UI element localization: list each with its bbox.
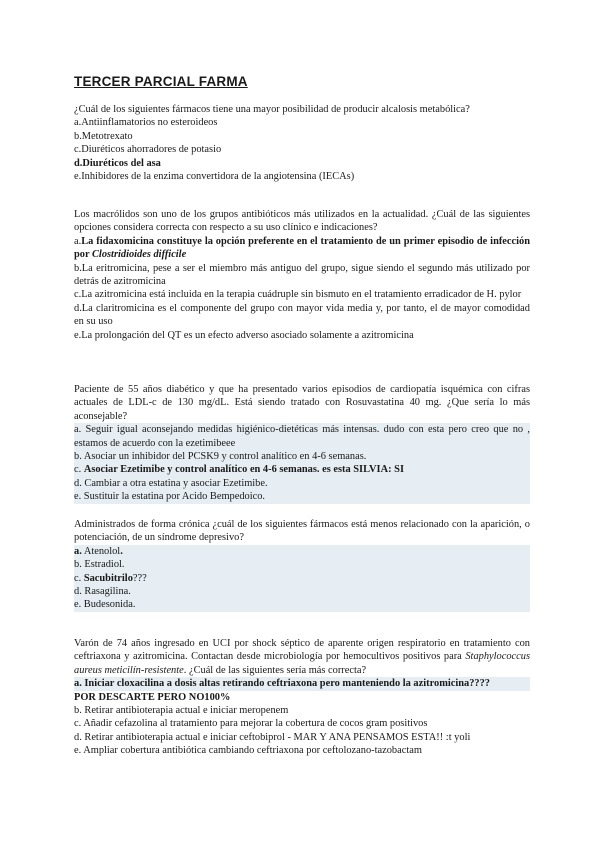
question-2-stem: Los macrólidos son uno de los grupos antibióticos más utilizados en la actualidad. ¿Cuál de las siguientes opciones considera correcta con respecto a su uso clínico e indicaciones?	[74, 209, 530, 234]
q4-option-c	[74, 572, 530, 585]
question-1	[74, 103, 530, 183]
q1-option-b: b.Metotrexato	[74, 130, 133, 142]
page-title: TERCER PARCIAL FARMA	[74, 74, 248, 89]
q1-option-a: a.Antiinflamatorios no esteroideos	[74, 117, 218, 129]
q5-option-e: e. Ampliar cobertura antibiótica cambiando ceftriaxona por ceftolozano-tazobactam	[74, 745, 422, 757]
q2-option-a	[74, 235, 530, 262]
q2-option-a-prefix: a.	[74, 235, 82, 247]
q5-option-a: a. Iniciar cloxacilina a dosis altas retirando ceftriaxona pero manteniendo la azitromicina????	[74, 677, 530, 690]
question-1-stem: ¿Cuál de los siguientes fármacos tiene una mayor posibilidad de producir alcalosis metabólica?	[74, 104, 470, 115]
question-5-stem-end: . ¿Cuál de las siguientes sería más correcta?	[183, 664, 367, 676]
q2-option-a-text: La fidaxomicina constituye la opción preferente en el tratamiento de un primer episodio de infección por	[74, 235, 530, 261]
q3-option-c-prefix: c.	[74, 464, 84, 476]
q3-option-d: d. Cambiar a otra estatina y asociar Ezetimibe.	[74, 477, 530, 490]
q4-option-b: b. Estradiol.	[74, 558, 530, 571]
q4-option-a-suffix: .	[120, 545, 123, 557]
question-5-stem-start: Varón de 74 años ingresado en UCI por shock séptico de aparente origen respiratorio en tratamiento con ceftriaxona y azitromicina. Contactan desde microbiología por hemocultivos positivos para	[74, 638, 530, 663]
q2-option-a-italic: Clostridioides difficile	[92, 249, 187, 261]
q4-option-a-text: Atenolol	[81, 545, 121, 557]
q3-option-a: a. Seguir igual aconsejando medidas higiénico-dietéticas más intensas. dudo con esta pero creo que no , estamos de acuerdo con la ezetimibeee	[74, 424, 530, 449]
q4-option-c-prefix: c.	[74, 572, 84, 584]
q1-option-d: d.Diuréticos del asa	[74, 157, 161, 169]
q1-option-c: c.Diuréticos ahorradores de potasio	[74, 144, 222, 156]
question-2	[74, 208, 530, 342]
q3-option-e: e. Sustituir la estatina por Acido Bempedoico.	[74, 490, 530, 503]
question-4	[74, 518, 530, 612]
question-4-stem: Administrados de forma crónica ¿cuál de los siguientes fármacos está menos relacionado con la aparición, o potenciación, de un síndrome depresivo?	[74, 519, 530, 544]
question-3	[74, 383, 530, 504]
q5-note: POR DESCARTE PERO NO100%	[74, 691, 231, 703]
q5-option-b: b. Retirar antibioterapia actual e iniciar meropenem	[74, 705, 289, 717]
q2-option-e: e.La prolongación del QT es un efecto adverso asociado solamente a azitromicina	[74, 329, 414, 341]
q1-option-e: e.Inhibidores de la enzima convertidora de la angiotensina (IECAs)	[74, 171, 355, 183]
q4-option-c-suffix: ???	[132, 572, 147, 584]
q4-option-a	[74, 545, 530, 558]
q2-option-d: d.La claritromicina es el componente del grupo con mayor vida media y, por tanto, el de mayor comodidad en su uso	[74, 302, 530, 328]
q2-option-b: b.La eritromicina, pese a ser el miembro más antiguo del grupo, sigue siendo el segundo más utilizado por detrás de azitromicina	[74, 262, 530, 288]
q4-option-d: d. Rasagilina.	[74, 585, 530, 598]
q5-option-d: d. Retirar antibioterapia actual e iniciar ceftobiprol - MAR Y ANA PENSAMOS ESTA!! :t yoli	[74, 731, 471, 743]
q4-option-c-text: Sacubitrilo	[83, 572, 133, 584]
question-3-stem: Paciente de 55 años diabético y que ha presentado varios episodios de cardiopatía isquémica con cifras actuales de LDL-c de 130 mg/dL. Está siendo tratado con Rosuvastatina 40 mg. ¿Que sería lo más aconsejable?	[74, 384, 530, 422]
q5-option-c: c. Añadir cefazolina al tratamiento para mejorar la cobertura de cocos gram positivos	[74, 718, 428, 730]
q3-option-c	[74, 463, 530, 476]
question-5	[74, 637, 530, 758]
q3-option-b: b. Asociar un inhibidor del PCSK9 y control analítico en 4-6 semanas.	[74, 450, 530, 463]
q4-option-e: e. Budesonida.	[74, 598, 530, 611]
question-5-stem	[74, 637, 530, 677]
question-5-stem-organism: Staphylococcus aureus meticilín-resistente	[74, 651, 530, 676]
q3-option-c-text: Asociar Ezetimibe y control analítico en 4-6 semanas. es esta SILVIA: SI	[83, 464, 404, 476]
q2-option-c: c.La azitromicina está incluida en la terapia cuádruple sin bismuto en el tratamiento erradicador de H. pylor	[74, 289, 522, 301]
q4-option-a-prefix: a.	[74, 545, 82, 557]
